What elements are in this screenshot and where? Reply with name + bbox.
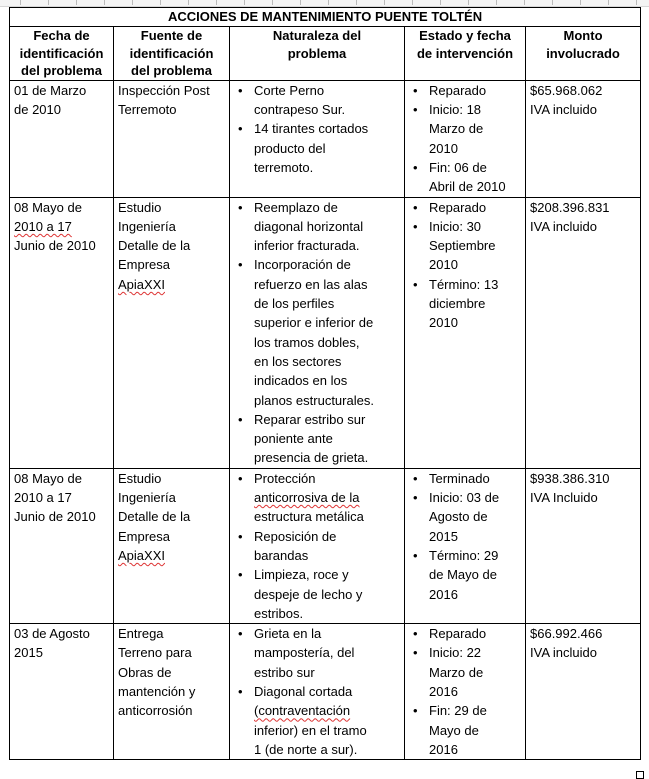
cell-line: $65.968.062 [530, 82, 603, 98]
cell-estado [405, 468, 526, 623]
cell-line: en los sectores [254, 353, 342, 369]
bullet-list [234, 624, 400, 759]
cell-line: Septiembre [429, 238, 496, 254]
cell-line: refuerzo en las alas [254, 276, 368, 292]
cell-line: estribos. [254, 605, 304, 621]
cell-line: barandas [254, 547, 309, 563]
cell-line: Agosto de [429, 509, 488, 525]
bullet-item [409, 275, 521, 333]
cell-naturaleza [230, 80, 405, 197]
cell-line: Ingeniería [118, 490, 176, 506]
cell-line: Grieta en la [254, 626, 322, 642]
cell-fuente [114, 468, 230, 623]
bullet-item [409, 100, 521, 158]
cell-line: involucrado [546, 45, 620, 61]
cell-estado [405, 80, 526, 197]
bullet-item [409, 158, 521, 197]
cell-line: Limpieza, roce y [254, 567, 349, 583]
cell-line: del problema [21, 63, 102, 79]
ruler-tick [356, 0, 357, 5]
cell-line: Junio de 2010 [14, 509, 96, 525]
bullet-item [409, 81, 521, 100]
cell-line: Inicio: 30 [429, 218, 482, 234]
cell-monto [526, 624, 641, 760]
cell-line: contrapeso Sur. [254, 102, 346, 118]
table-title: ACCIONES DE MANTENIMIENTO PUENTE TOLTÉN [10, 8, 641, 27]
cell-line: Fuente de [140, 28, 203, 43]
bullet-item [234, 119, 400, 177]
cell-line: 2010 [429, 140, 458, 156]
cell-line: Ingeniería [118, 218, 176, 234]
ruler-tick [216, 0, 217, 5]
bullet-item [409, 701, 521, 759]
bullet-list [409, 624, 521, 759]
bullet-list [234, 469, 400, 623]
cell-monto [526, 80, 641, 197]
ruler-tick [300, 0, 301, 5]
cell-line: presencia de grieta. [254, 450, 369, 466]
cell-line: Reparar estribo sur [254, 411, 366, 427]
cell-line: Fin: 06 de [429, 159, 487, 175]
cell-naturaleza [230, 624, 405, 760]
cell-line: estribo sur [254, 664, 315, 680]
bullet-item [409, 217, 521, 275]
bullet-item [234, 565, 400, 623]
ruler-tick [636, 0, 637, 5]
cell-line: Reparado [429, 199, 487, 215]
cell-line: mantención y [118, 683, 196, 699]
cell-line: Terminado [429, 470, 490, 486]
cell-fecha [10, 80, 114, 197]
cell-line: Estudio [118, 470, 162, 486]
cell-line: Corte Perno [254, 82, 325, 98]
cell-line: 2010 [429, 257, 458, 273]
cell-line: 2015 [429, 528, 458, 544]
ruler-tick [328, 0, 329, 5]
cell-line: identificación [19, 45, 104, 61]
ruler-tick [104, 0, 105, 5]
cell-line: estructura metálica [254, 509, 364, 525]
cell-line: mampostería, del [254, 645, 355, 661]
bullet-list [409, 198, 521, 333]
cell-line: IVA incluido [530, 102, 597, 118]
cell-line: Empresa [118, 257, 171, 273]
ruler-tick [188, 0, 189, 5]
cell-monto [526, 197, 641, 468]
end-of-cell-mark [636, 771, 644, 779]
cell-fecha [10, 624, 114, 760]
cell-line: Monto [563, 28, 603, 43]
ruler-tick [48, 0, 49, 5]
cell-line: Terremoto [118, 102, 177, 118]
ruler-tick [384, 0, 385, 5]
cell-line: Estado y fecha [419, 28, 511, 43]
cell-line: 2015 [14, 645, 43, 661]
cell-line: producto del [254, 140, 326, 156]
ruler-tick [76, 0, 77, 5]
header-naturaleza [230, 27, 405, 81]
bullet-item [409, 488, 521, 546]
cell-line: terremoto. [254, 159, 314, 175]
cell-line: (contraventación [254, 703, 351, 719]
cell-fecha [10, 468, 114, 623]
bullet-list [409, 469, 521, 604]
cell-line: de intervención [416, 45, 514, 61]
cell-line: Término: 13 [429, 276, 499, 292]
bullet-item [234, 527, 400, 566]
cell-line: ApiaXXI [118, 276, 165, 292]
cell-fecha [10, 197, 114, 468]
cell-line: planos estructurales. [254, 392, 374, 408]
cell-line: problema [287, 45, 347, 61]
cell-line: despeje de lecho y [254, 586, 363, 602]
cell-line: Inicio: 18 [429, 102, 482, 118]
cell-line: Mayo de [429, 722, 479, 738]
cell-line: 2016 [429, 586, 458, 602]
cell-monto [526, 468, 641, 623]
cell-line: IVA incluido [530, 645, 597, 661]
ruler-tick [160, 0, 161, 5]
cell-fuente [114, 624, 230, 760]
header-monto [526, 27, 641, 81]
ruler-tick [496, 0, 497, 5]
cell-line: poniente ante [254, 431, 333, 447]
cell-line: anticorrosión [118, 703, 193, 719]
table-row [10, 624, 641, 760]
header-fuente [114, 27, 230, 81]
ruler-tick [412, 0, 413, 5]
cell-line: 08 Mayo de [14, 470, 82, 486]
header-row [10, 27, 641, 81]
cell-line: Diagonal cortada [254, 683, 353, 699]
cell-line: Inspección Post [118, 82, 210, 98]
cell-line: 14 tirantes cortados [254, 121, 369, 137]
cell-line: 2010 [429, 315, 458, 331]
cell-line: Junio de 2010 [14, 238, 96, 254]
ruler-tick [524, 0, 525, 5]
cell-line: 2010 a 17 [14, 218, 72, 234]
bullet-item [409, 469, 521, 488]
cell-line: diciembre [429, 296, 486, 312]
ruler-bar [0, 0, 649, 7]
ruler-tick [552, 0, 553, 5]
cell-line: 2016 [429, 683, 458, 699]
cell-line: Fin: 29 de [429, 703, 487, 719]
cell-line: 01 de Marzo [14, 82, 87, 98]
bullet-item [409, 643, 521, 701]
cell-line: Reposición de [254, 528, 337, 544]
cell-line: Término: 29 [429, 547, 499, 563]
cell-line: 2010 a 17 [14, 490, 72, 506]
cell-line: Reemplazo de [254, 199, 338, 215]
bullet-item [409, 624, 521, 643]
cell-line: Entrega [118, 626, 164, 642]
cell-line: Detalle de la [118, 509, 191, 525]
cell-naturaleza [230, 197, 405, 468]
ruler-tick [440, 0, 441, 5]
cell-estado [405, 624, 526, 760]
cell-line: Inicio: 22 [429, 645, 482, 661]
header-estado [405, 27, 526, 81]
cell-line: diagonal horizontal [254, 218, 364, 234]
bullet-list [234, 81, 400, 177]
cell-line: $66.992.466 [530, 626, 603, 642]
cell-line: Abril de 2010 [429, 179, 506, 195]
cell-line: Obras de [118, 664, 172, 680]
cell-estado [405, 197, 526, 468]
bullet-item [234, 255, 400, 409]
cell-line: Marzo de [429, 121, 484, 137]
bullet-item [234, 624, 400, 682]
cell-line: Detalle de la [118, 238, 191, 254]
table-row [10, 197, 641, 468]
cell-line: 2016 [429, 741, 458, 757]
table-body [10, 80, 641, 759]
bullet-item [234, 81, 400, 120]
maintenance-table [9, 7, 641, 760]
cell-line: Reparado [429, 626, 487, 642]
ruler-tick [132, 0, 133, 5]
cell-line: identificación [129, 45, 214, 61]
ruler-tick [468, 0, 469, 5]
cell-line: los tramos dobles, [254, 334, 360, 350]
cell-line: 08 Mayo de [14, 199, 82, 215]
cell-line: Incorporación de [254, 257, 351, 273]
cell-fuente [114, 80, 230, 197]
bullet-item [409, 198, 521, 217]
cell-line: Fecha de [33, 28, 90, 43]
cell-line: inferior fracturada. [254, 238, 360, 254]
cell-line: Estudio [118, 199, 162, 215]
cell-line: Empresa [118, 528, 171, 544]
cell-line: de 2010 [14, 102, 61, 118]
cell-line: $938.386.310 [530, 470, 610, 486]
cell-fuente [114, 197, 230, 468]
bullet-item [234, 682, 400, 759]
table-row [10, 468, 641, 623]
table-row [10, 80, 641, 197]
cell-line: superior e inferior de [254, 315, 374, 331]
ruler-tick [272, 0, 273, 5]
bullet-item [234, 410, 400, 468]
cell-line: de los perfiles [254, 296, 335, 312]
cell-line: Protección [254, 470, 316, 486]
bullet-item [409, 546, 521, 604]
cell-naturaleza [230, 468, 405, 623]
cell-line: Naturaleza del [272, 28, 362, 43]
bullet-item [234, 469, 400, 527]
cell-line: Inicio: 03 de [429, 490, 500, 506]
cell-line: ApiaXXI [118, 547, 165, 563]
cell-line: $208.396.831 [530, 199, 610, 215]
ruler-tick [244, 0, 245, 5]
cell-line: 1 (de norte a sur). [254, 741, 358, 757]
cell-line: Reparado [429, 82, 487, 98]
cell-line: indicados en los [254, 373, 348, 389]
ruler-tick [580, 0, 581, 5]
ruler-tick [608, 0, 609, 5]
bullet-item [234, 198, 400, 256]
header-fecha [10, 27, 114, 81]
cell-line: del problema [131, 63, 212, 79]
cell-line: de Mayo de [429, 567, 497, 583]
cell-line: inferior) en el tramo [254, 722, 367, 738]
cell-line: 03 de Agosto [14, 626, 90, 642]
bullet-list [409, 81, 521, 197]
bullet-list [234, 198, 400, 468]
ruler-tick [20, 0, 21, 5]
cell-line: IVA Incluido [530, 490, 598, 506]
cell-line: Terreno para [118, 645, 192, 661]
cell-line: anticorrosiva de la [254, 490, 360, 506]
cell-line: IVA incluido [530, 218, 597, 234]
cell-line: Marzo de [429, 664, 484, 680]
